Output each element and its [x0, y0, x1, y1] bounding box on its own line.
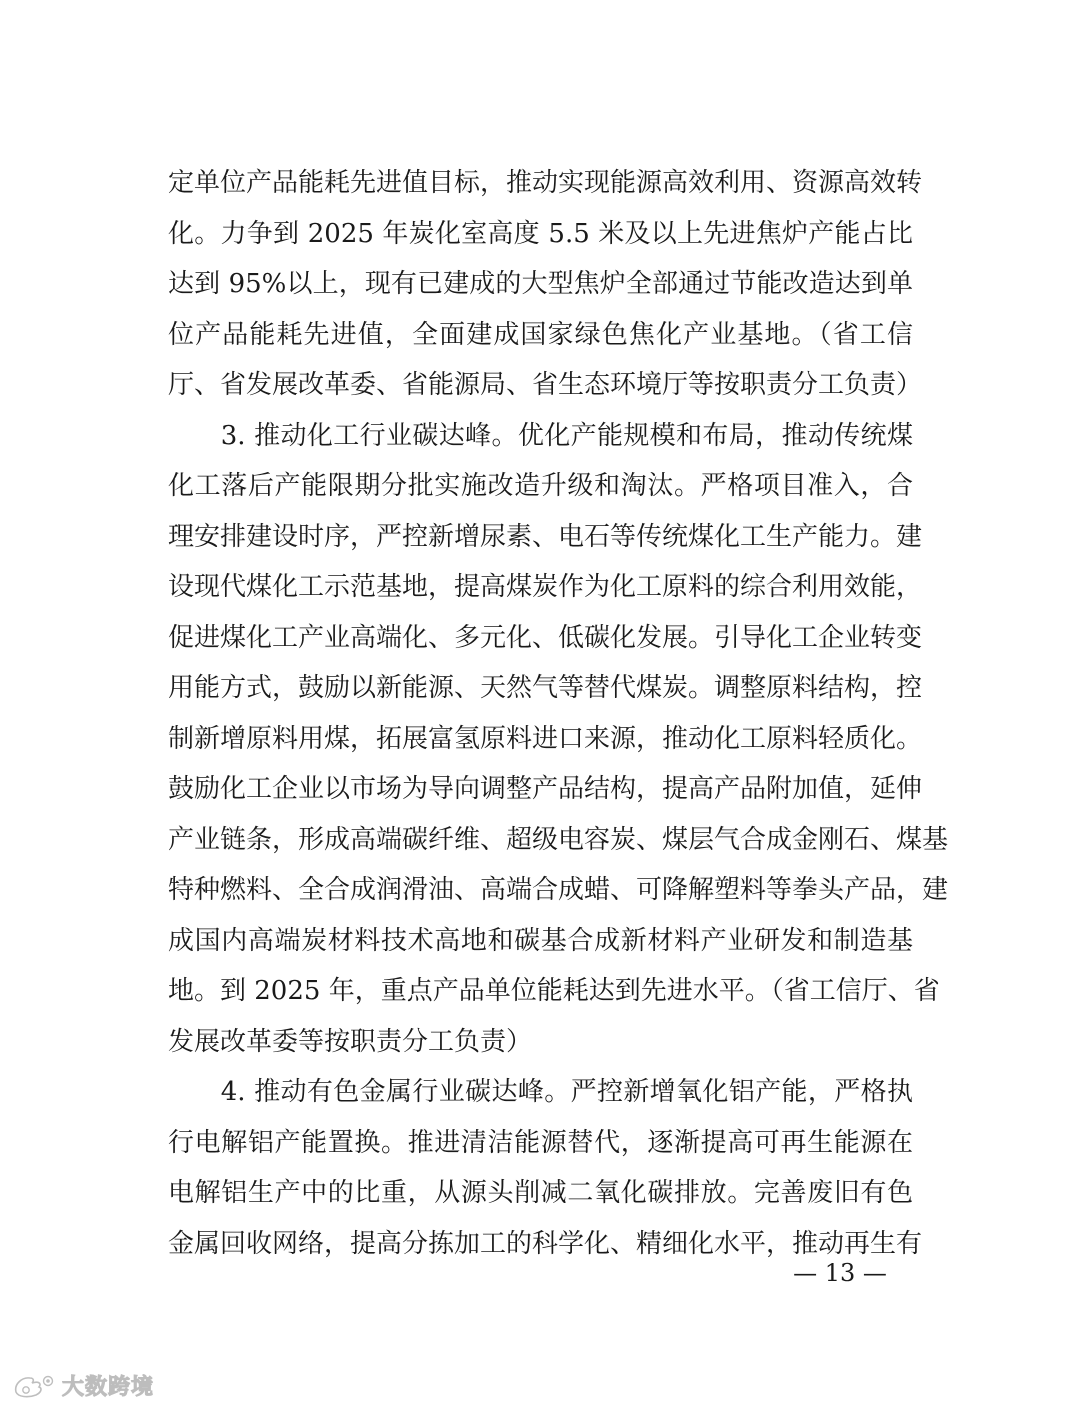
text-line: 位产品能耗先进值，全面建成国家绿色焦化产业基地。（省工信	[168, 319, 913, 350]
text-line: 产业链条，形成高端碳纤维、超级电容炭、煤层气合成金刚石、煤基	[168, 824, 949, 855]
text-line: 4. 推动有色金属行业碳达峰。严控新增氧化铝产能，严格执	[168, 1077, 913, 1107]
text-line: 化工落后产能限期分批实施改造升级和淘汰。严格项目准入，合	[168, 471, 913, 501]
text-line: 化。力争到 2025 年炭化室高度 5.5 米及以上先进焦炉产能占比	[168, 218, 913, 249]
page-number: — 13 —	[793, 1259, 887, 1287]
text-line: 金属回收网络，提高分拣加工的科学化、精细化水平，推动再生有	[168, 1228, 923, 1259]
text-line: 理安排建设时序，严控新增尿素、电石等传统煤化工生产能力。建	[168, 521, 923, 552]
text-line: 电解铝生产中的比重，从源头削减二氧化碳排放。完善废旧有色	[168, 1178, 913, 1208]
text-line: 促进煤化工产业高端化、多元化、低碳化发展。引导化工企业转变	[168, 622, 923, 653]
watermark-text: 大数跨境	[62, 1374, 155, 1400]
text-line: 发展改革委等按职责分工负责）	[168, 1026, 533, 1057]
watermark	[12, 1370, 154, 1400]
weibo-logo-icon	[12, 1372, 56, 1398]
text-line: 行电解铝产能置换。推进清洁能源替代，逐渐提高可再生能源在	[168, 1127, 913, 1158]
text-line: 定单位产品能耗先进值目标，推动实现能源高效利用、资源高效转	[168, 168, 923, 198]
text-line: 厅、省发展改革委、省能源局、省生态环境厅等按职责分工负责）	[168, 370, 923, 400]
text-line: 3. 推动化工行业碳达峰。优化产能规模和布局，推动传统煤	[168, 420, 913, 451]
text-line: 地。到 2025 年，重点产品单位能耗达到先进水平。（省工信厅、省	[168, 976, 940, 1006]
text-line: 特种燃料、全合成润滑油、高端合成蜡、可降解塑料等拳头产品，建	[168, 875, 949, 905]
document-body	[168, 158, 949, 1269]
text-line: 制新增原料用煤，拓展富氢原料进口来源，推动化工原料轻质化。	[168, 723, 923, 754]
text-line: 鼓励化工企业以市场为导向调整产品结构，提高产品附加值，延伸	[168, 774, 923, 804]
text-line: 设现代煤化工示范基地，提高煤炭作为化工原料的综合利用效能，	[168, 572, 923, 602]
text-line: 达到 95%以上，现有已建成的大型焦炉全部通过节能改造达到单	[168, 269, 913, 299]
text-line: 成国内高端炭材料技术高地和碳基合成新材料产业研发和制造基	[168, 925, 913, 956]
text-line: 用能方式，鼓励以新能源、天然气等替代煤炭。调整原料结构，控	[168, 673, 923, 703]
